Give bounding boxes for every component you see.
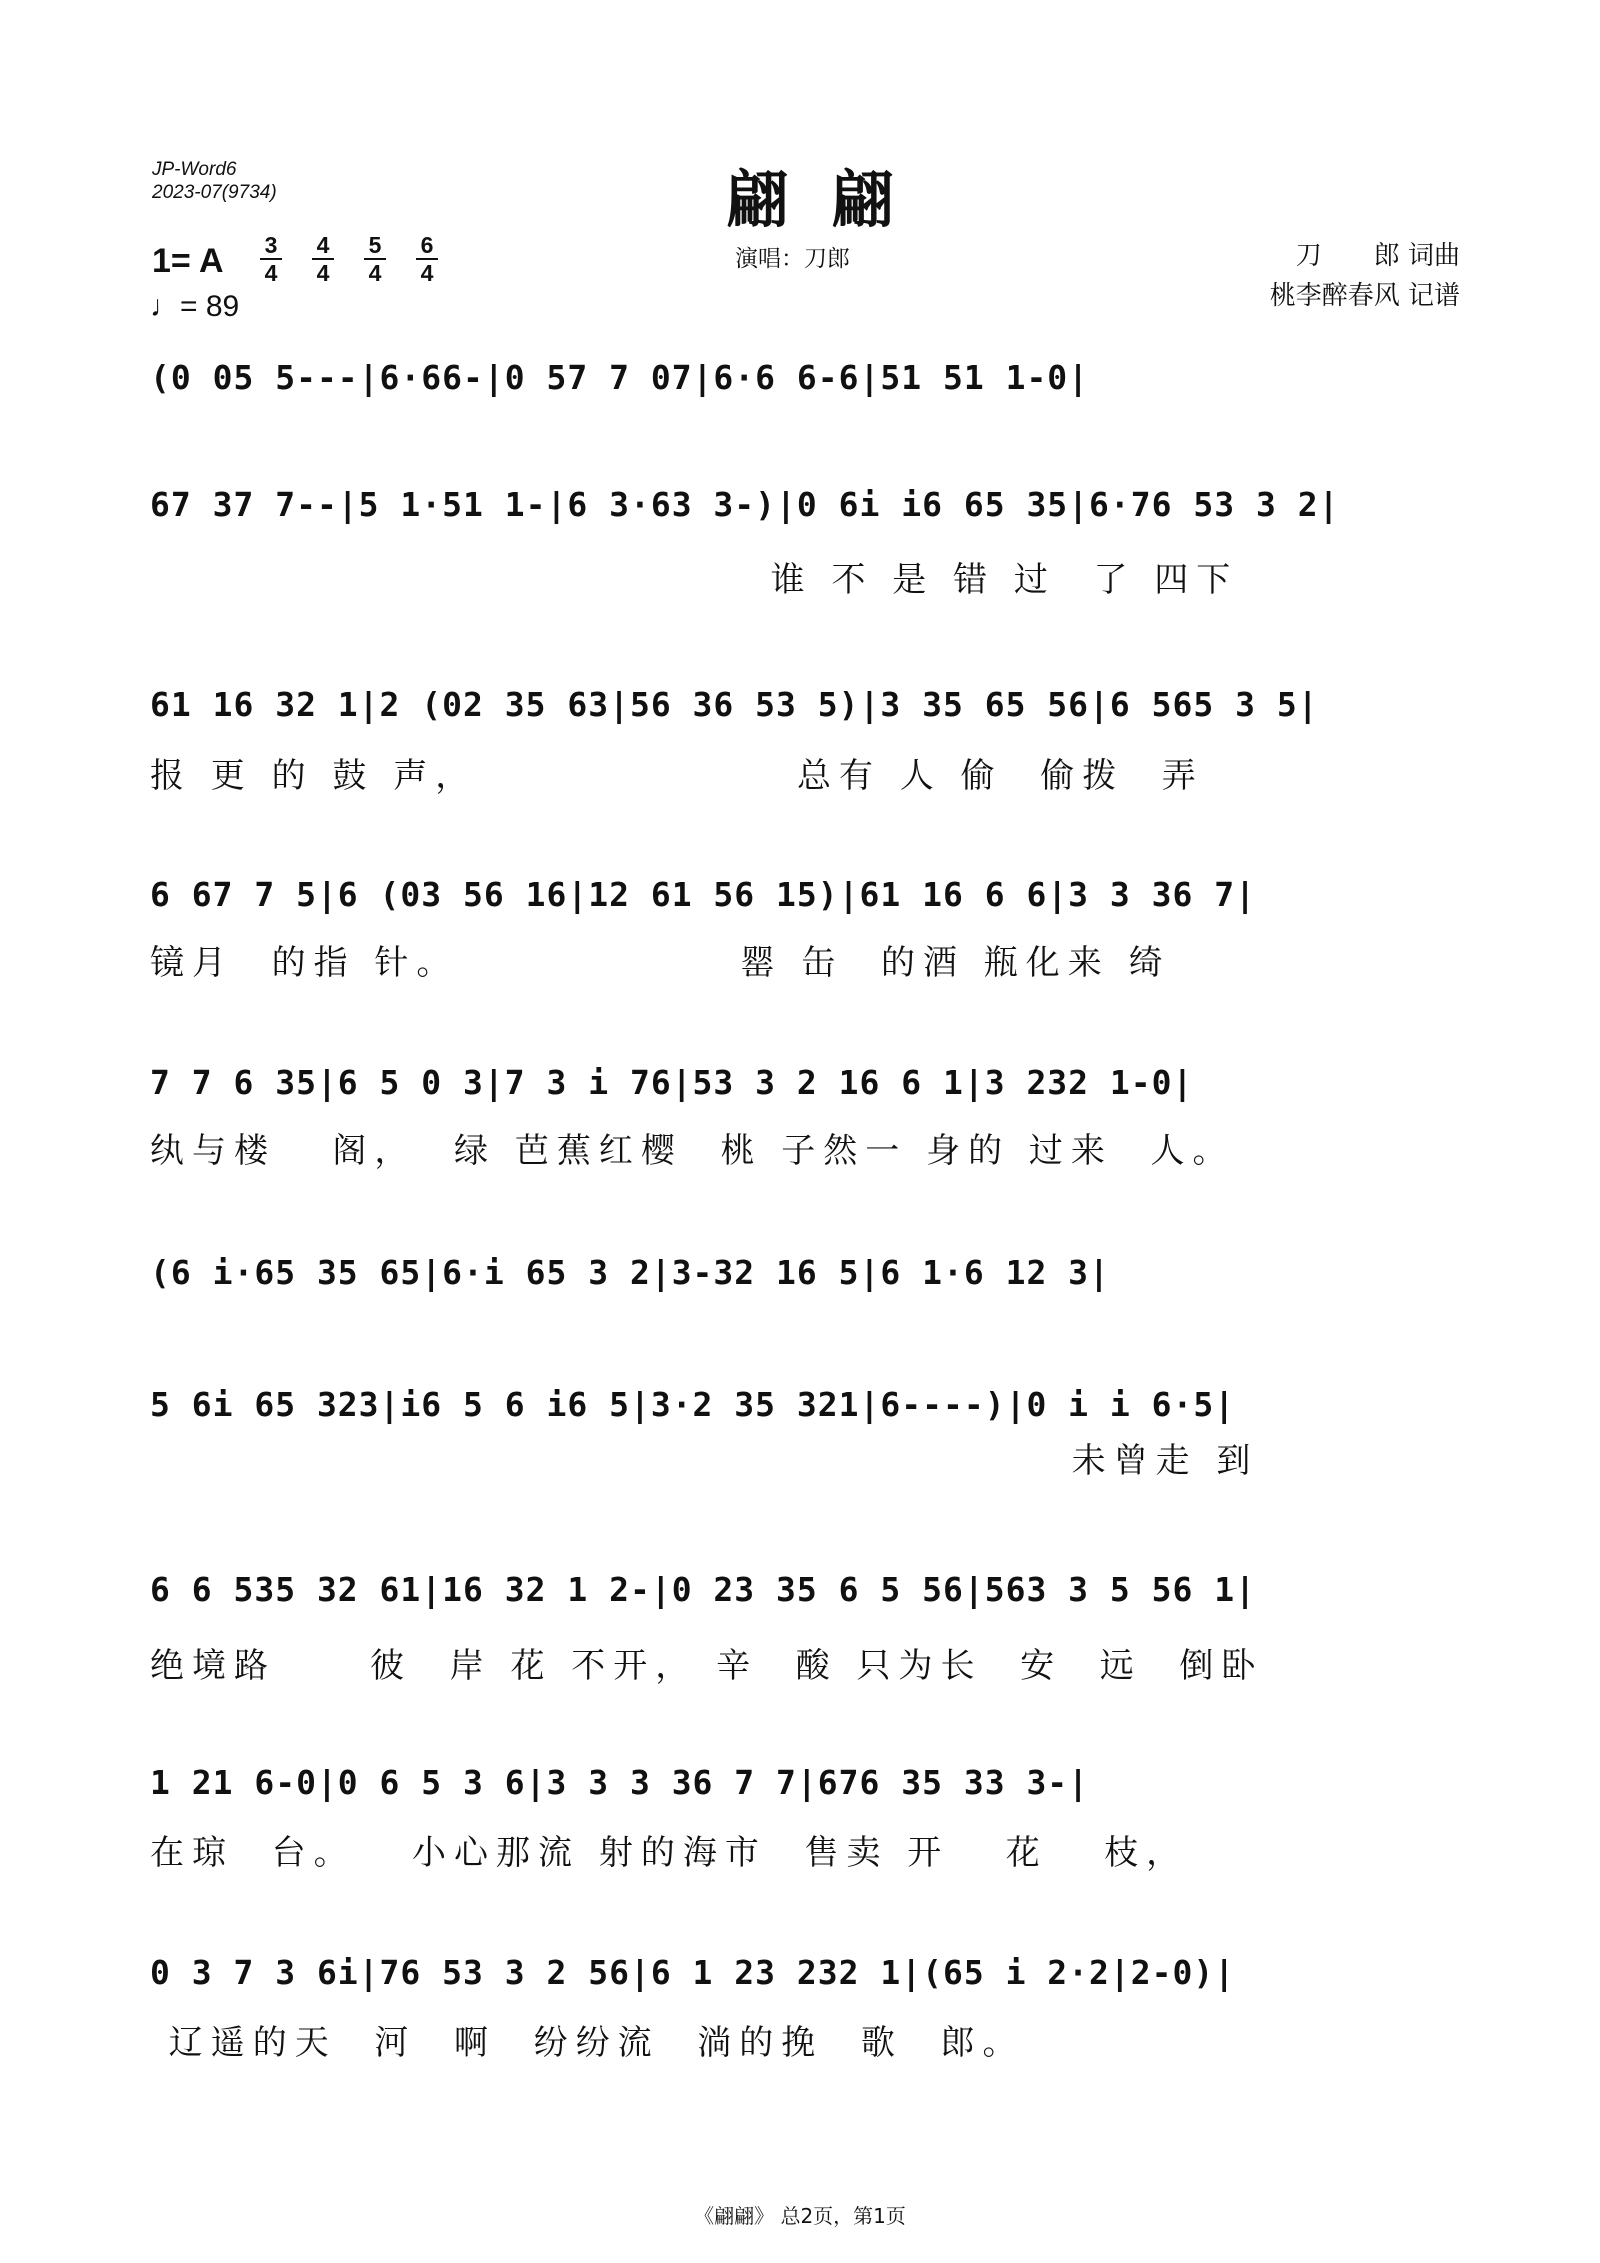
time-denominator: 4 — [264, 260, 278, 286]
time-signature — [362, 233, 388, 285]
time-signature — [310, 233, 336, 285]
notation-row: (6 i·65 35 65|6·i 65 3 2|3-32 16 5|6 1·6 12 3| — [150, 1253, 1110, 1292]
lyricist-composer-credit: 刀 郎 词曲 — [1295, 241, 1460, 271]
notation-row: 6 6 535 32 61|16 32 1 2-|0 23 35 6 5 56|563 3 5 56 1| — [150, 1570, 1256, 1609]
time-denominator: 4 — [316, 260, 330, 286]
tempo-marking: ♩= 89 — [150, 290, 240, 323]
singer-credit: 演唱：刀郎 — [735, 246, 850, 272]
time-numerator: 4 — [316, 232, 330, 258]
lyric-row: 镜月 的指 针。 罂 缶 的酒 瓶化来 绮 — [150, 943, 1171, 983]
notation-row: 5 6i 65 323|i6 5 6 i6 5|3·2 35 321|6----)|0 i i 6·5| — [150, 1385, 1236, 1424]
notation-row: 6 67 7 5|6 (03 56 16|12 61 56 15)|61 16 6 6|3 3 36 7| — [150, 875, 1256, 914]
notation-row: 67 37 7--|5 1·51 1-|6 3·63 3-)|0 6i i6 65 35|6·76 53 3 2| — [150, 485, 1340, 524]
notation-row: 61 16 32 1|2 (02 35 63|56 36 53 5)|3 35 65 56|6 565 3 5| — [150, 685, 1319, 724]
time-numerator: 5 — [368, 232, 382, 258]
lyric-row: 辽遥的天 河 啊 纷纷流 淌的挽 歌 郎。 — [150, 2023, 1025, 2063]
time-signature — [258, 233, 284, 285]
lyric-row: 在琼 台。 小心那流 射的海市 售卖 开 花 枝， — [150, 1833, 1189, 1873]
page-footer: 《翩翩》 总2页，第1页 — [694, 2204, 906, 2228]
lyric-row: 未曾走 到 — [150, 1441, 1259, 1481]
lyric-row: 绝境路 彼 岸 花 不开， 辛 酸 只为长 安 远 倒卧 — [150, 1646, 1264, 1686]
notation-row: 1 21 6-0|0 6 5 3 6|3 3 3 36 7 7|676 35 33 3-| — [150, 1763, 1090, 1802]
notation-row: 0 3 7 3 6i|76 53 3 2 56|6 1 23 232 1|(65 i 2·2|2-0)| — [150, 1953, 1236, 1992]
notation-row: (0 05 5---|6·66-|0 57 7 07|6·6 6-6|51 51 1-0| — [150, 358, 1090, 397]
time-numerator: 6 — [420, 232, 434, 258]
lyric-row: 报 更 的 鼓 声， 总有 人 偷 偷拨 弄 — [150, 756, 1204, 796]
page-title: 翩 翩 — [726, 163, 894, 236]
time-signature — [414, 233, 440, 285]
time-denominator: 4 — [368, 260, 382, 286]
software-label: JP-Word6 — [152, 159, 237, 180]
time-numerator: 3 — [264, 232, 278, 258]
version-label: 2023-07(9734) — [152, 182, 277, 203]
notation-row: 7 7 6 35|6 5 0 3|7 3 i 76|53 3 2 16 6 1|3 232 1-0| — [150, 1063, 1194, 1102]
lyric-row: 纨与楼 阁， 绿 芭蕉红樱 桃 子然一 身的 过来 人。 — [150, 1131, 1235, 1171]
transcriber-credit: 桃李醉春风 记谱 — [1269, 281, 1460, 311]
key-signature: 1= A — [152, 242, 224, 280]
time-denominator: 4 — [420, 260, 434, 286]
lyric-row: 谁 不 是 错 过 了 四下 — [150, 560, 1239, 600]
